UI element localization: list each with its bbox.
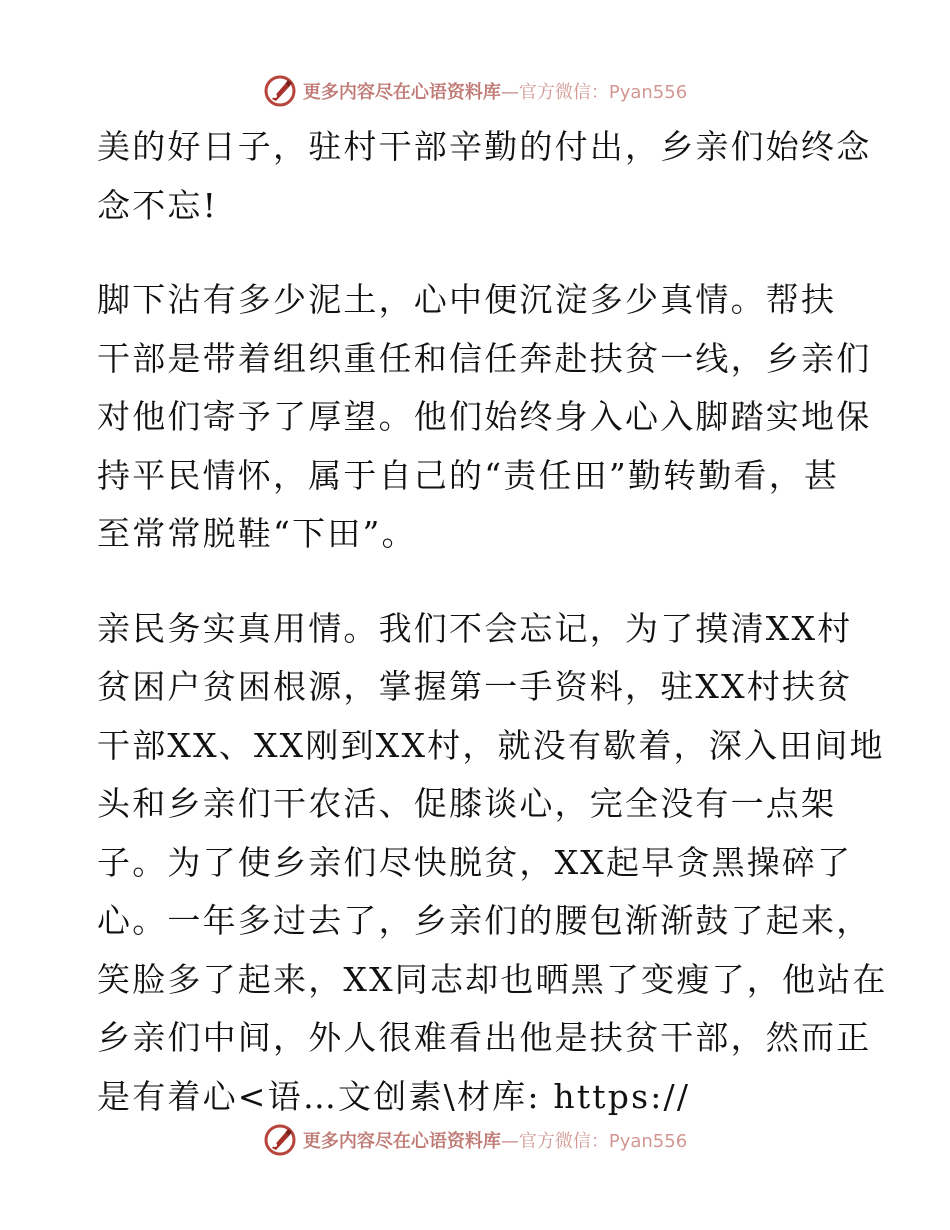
text-line: 念不忘! [97, 185, 219, 225]
text-line: 持平民情怀，属于自己的“责任田”勤转勤看，甚 [97, 455, 840, 495]
paragraph-spacer [97, 564, 867, 600]
footer-separator: — [500, 1131, 519, 1152]
document-body [97, 118, 888, 1126]
text-line: 子。为了使乡亲们尽快脱贫，XX起早贪黑操碎了 [97, 842, 853, 882]
paragraph-2 [97, 271, 872, 564]
text-line: 是有着心<语…文创素\材库: https:// [97, 1076, 691, 1116]
header-wechat-text: 官方微信：Pyan556 [518, 82, 688, 103]
text-line: 美的好日子，驻村干部辛勤的付出，乡亲们始终念 [97, 127, 872, 166]
text-line: 贫困户贫困根源，掌握第一手资料，驻XX村扶贫 [97, 667, 853, 706]
header-banner [0, 71, 950, 111]
pen-circle-logo-icon [263, 74, 297, 108]
footer-banner-text [303, 1127, 687, 1153]
text-line: 笑脸多了起来，XX同志却也晒黑了变瘦了，他站在 [97, 959, 888, 999]
text-line: 亲民务实真用情。我们不会忘记，为了摸清XX村 [97, 608, 853, 648]
text-line: 乡亲们中间，外人很难看出他是扶贫干部，然而正 [97, 1018, 872, 1057]
text-line: 头和乡亲们干农活、促膝谈心，完全没有一点架 [97, 784, 837, 823]
header-banner-text [303, 78, 687, 104]
footer-banner-inner [263, 1123, 687, 1157]
header-banner-inner [263, 74, 687, 108]
pen-circle-logo-icon [263, 1123, 297, 1157]
paragraph-spacer [97, 235, 867, 271]
text-line: 至常常脱鞋“下田”。 [97, 514, 417, 553]
footer-wechat-text: 官方微信：Pyan556 [518, 1131, 688, 1152]
header-separator: — [500, 82, 519, 103]
text-line: 干部是带着组织重任和信任奔赴扶贫一线，乡亲们 [97, 338, 872, 378]
footer-banner [0, 1120, 950, 1160]
text-line: 心。一年多过去了，乡亲们的腰包渐渐鼓了起来， [97, 901, 872, 940]
paragraph-3 [97, 600, 888, 1127]
text-line: 对他们寄予了厚望。他们始终身入心入脚踏实地保 [97, 397, 872, 436]
text-line: 干部XX、XX刚到XX村，就没有歇着，深入田间地 [97, 725, 885, 765]
header-brand-text: 更多内容尽在心语资料库 [302, 82, 501, 103]
footer-brand-text: 更多内容尽在心语资料库 [302, 1131, 501, 1152]
paragraph-1 [97, 118, 872, 235]
text-line: 脚下沾有多少泥土，心中便沉淀多少真情。帮扶 [97, 280, 837, 319]
